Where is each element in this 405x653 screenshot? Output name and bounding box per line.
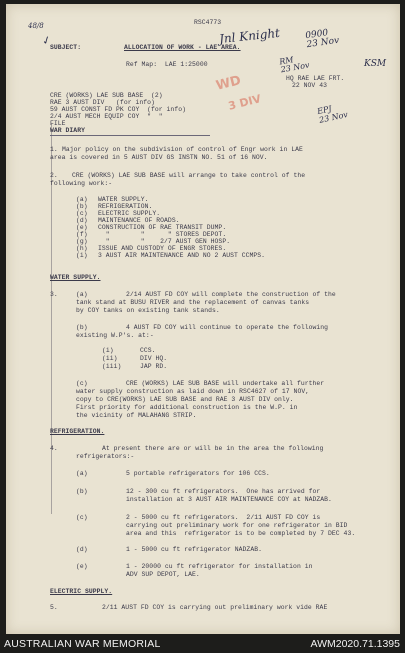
- list-item-key: (b): [76, 488, 88, 495]
- archive-reference: AWM2020.71.1395: [310, 638, 400, 650]
- handwritten-name: Jnl Knight: [218, 25, 281, 47]
- stamp-wd: WD: [214, 73, 243, 94]
- list-item: JAP RD.: [140, 363, 168, 370]
- list-item-key: (e): [76, 224, 88, 231]
- list-item: area and this refrigerator is to be completed by 7 DEC 43.: [126, 530, 356, 537]
- paragraph-number: 3.: [50, 291, 58, 298]
- paragraph-line: CRE (WORKS) LAE SUB BASE will undertake all further: [126, 380, 325, 387]
- list-item: CCS.: [140, 347, 156, 354]
- addressee-line: FILE: [50, 120, 66, 127]
- list-item-key: (b): [76, 324, 88, 331]
- paragraph-line: the vicinity of MALAHANG STRIP.: [76, 412, 197, 419]
- list-item: WATER SUPPLY.: [98, 196, 149, 203]
- list-item: installation at 3 AUST AIR MAINTENANCE COY at NADZAB.: [126, 496, 332, 503]
- paragraph-number: 1.: [50, 146, 58, 153]
- list-item-key: (h): [76, 245, 88, 252]
- list-item-key: (ii): [102, 355, 118, 362]
- list-item: 12 - 300 cu ft refrigerators. One has arrived for: [126, 488, 321, 495]
- paragraph-number: 5.: [50, 604, 58, 611]
- list-item: " " " STORES DEPOT.: [98, 231, 227, 238]
- stamp-division: 3 DIV: [226, 92, 263, 113]
- handwritten-check-mark: ✓: [40, 32, 54, 49]
- list-item: 1 - 5000 cu ft refrigerator NADZAB.: [126, 546, 262, 553]
- file-reference: RSC4773: [194, 19, 222, 26]
- handwritten-corner-mark: 48/8: [28, 22, 44, 30]
- paragraph-line: copy to CRE(WORKS) LAE SUB BASE and RAE 3 AUST DIV only.: [76, 396, 294, 403]
- list-item-key: (c): [76, 514, 88, 521]
- paragraph-line: 4 AUST FD COY will continue to operate the following: [126, 324, 329, 331]
- list-item-key: (iii): [102, 363, 122, 370]
- paragraph-line: following work:-: [50, 180, 113, 187]
- issue-date: 22 NOV 43: [292, 82, 327, 89]
- list-item-key: (a): [76, 470, 88, 477]
- list-item: 3 AUST AIR MAINTENANCE AND NO 2 AUST CCMPS.: [98, 252, 266, 259]
- list-item-key: (b): [76, 203, 88, 210]
- section-heading-electric-supply: ELECTRIC SUPPLY.: [50, 588, 113, 595]
- addressee-line: 59 AUST CONST FD PK COY (for info): [50, 106, 186, 113]
- paragraph-number: 2.: [50, 172, 58, 179]
- paragraph-number: 4.: [50, 445, 58, 452]
- list-item: ISSUE AND CUSTODY OF ENGR STORES.: [98, 245, 227, 252]
- subject-text: ALLOCATION OF WORK - LAE AREA.: [124, 44, 241, 51]
- list-item: REFRIGERATION.: [98, 203, 153, 210]
- paragraph-line: CRE (WORKS) LAE SUB BASE will arrange to take control of the: [72, 172, 306, 179]
- paragraph-line: existing W.P's. at:-: [76, 332, 154, 339]
- list-item-key: (i): [76, 252, 88, 259]
- addressee-line: 2/4 AUST MECH EQUIP COY " ": [50, 113, 163, 120]
- paragraph-line: First priority for additional construction is the W.P. in: [76, 404, 298, 411]
- paragraph-line: 2/14 AUST FD COY will complete the construction of the: [126, 291, 336, 298]
- addressee-line: WAR DIARY: [50, 127, 85, 134]
- paragraph-line: Major policy on the subdivision of control of Engr work in LAE: [62, 146, 303, 153]
- list-item-key: (d): [76, 546, 88, 553]
- paragraph-line: refrigerators:-: [76, 453, 135, 460]
- list-item: 2 - 5000 cu ft refrigerators. 2/11 AUST FD COY is: [126, 514, 321, 521]
- addressee-line: CRE (WORKS) LAE SUB BASE (2): [50, 92, 163, 99]
- list-item-key: (f): [76, 231, 88, 238]
- handwritten-time-note: 0900 23 Nov: [304, 28, 340, 51]
- reference-map: Ref Map: LAE 1:25000: [126, 61, 208, 68]
- handwritten-ksm: KSM: [364, 59, 387, 69]
- document-page: [6, 4, 400, 634]
- subject-label: SUBJECT:: [50, 44, 82, 51]
- paragraph-line: At present there are or will be in the area the following: [102, 445, 324, 452]
- addressee-line: RAE 3 AUST DIV (for info): [50, 99, 155, 106]
- paragraph-line: tank stand at BUSU RIVER and the replacement of canvas tanks: [76, 299, 310, 306]
- issue-place: HQ RAE LAE FRT.: [286, 75, 345, 82]
- list-item-key: (e): [76, 563, 88, 570]
- list-item: " " 2/7 AUST GEN HOSP.: [98, 238, 231, 245]
- list-item-key: (i): [102, 347, 114, 354]
- handwritten-epj-note: EPJ 23 Nov: [316, 104, 349, 125]
- list-item-key: (c): [76, 380, 88, 387]
- paragraph-line: water supply construction as laid down in RSC4627 of 17 NOV,: [76, 388, 310, 395]
- archive-name: AUSTRALIAN WAR MEMORIAL: [4, 638, 161, 650]
- section-heading-refrigeration: REFRIGERATION.: [50, 428, 105, 435]
- paragraph-line: by COY tanks on existing tank stands.: [76, 307, 220, 314]
- list-item-key: (a): [76, 196, 88, 203]
- list-item: CONSTRUCTION OF RAE TRANSIT DUMP.: [98, 224, 227, 231]
- handwritten-rm-note: RM 23 Nov: [278, 55, 311, 75]
- list-item: DIV HQ.: [140, 355, 168, 362]
- list-item-key: (d): [76, 217, 88, 224]
- list-item: ELECTRIC SUPPLY.: [98, 210, 161, 217]
- paragraph-line: area is covered in 5 AUST DIV GS INSTN NO. 51 of 16 NOV.: [50, 154, 268, 161]
- list-item: 5 portable refrigerators for 106 CCS.: [126, 470, 270, 477]
- list-item-key: (c): [76, 210, 88, 217]
- paragraph-line: 2/11 AUST FD COY is carrying out preliminary work vide RAE: [102, 604, 328, 611]
- list-item-key: (g): [76, 238, 88, 245]
- list-item: carrying out preliminary work for one refrigerator in BID: [126, 522, 348, 529]
- archive-footer: [0, 634, 405, 653]
- list-item-key: (a): [76, 291, 88, 298]
- section-heading-water-supply: WATER SUPPLY.: [50, 274, 101, 281]
- list-item: 1 - 20000 cu ft refrigerator for installation in: [126, 563, 313, 570]
- divider: [50, 135, 210, 136]
- list-item: MAINTENANCE OF ROADS.: [98, 217, 180, 224]
- list-item: ADV SUP DEPOT, LAE.: [126, 571, 200, 578]
